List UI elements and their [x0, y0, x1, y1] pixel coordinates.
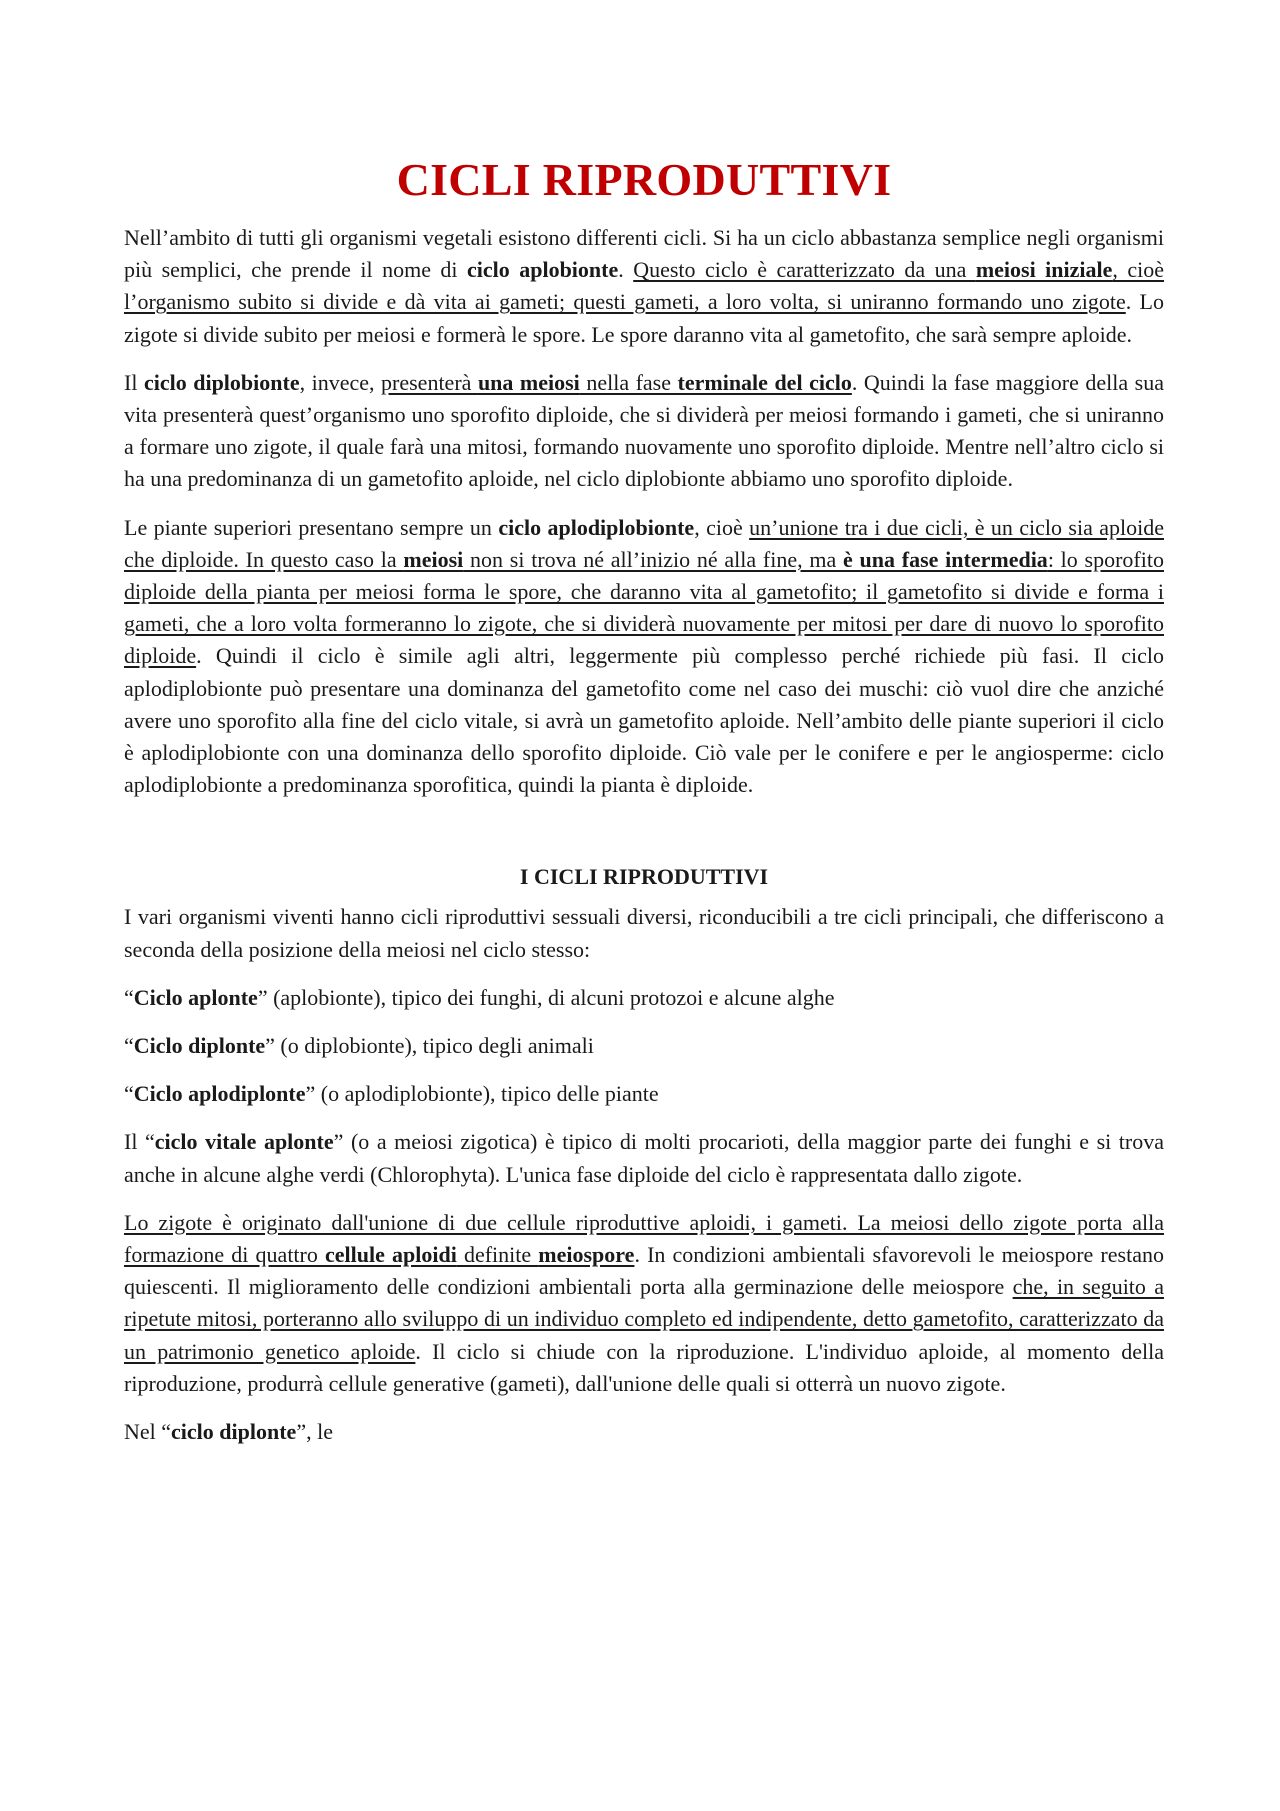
text-run: . Quindi il ciclo è simile agli altri, leggermente più complesso perché richiede più fasi. Il ciclo aplodiplobionte può presentare una dominanza del gametofito come nel caso dei muschi: ciò vuol dire che anziché avere uno sporofito alla fine del ciclo vitale, si avrà un gametofito aploide. Nell’ambito delle piante superiori il ciclo è aplodiplobionte con una dominanza dello sporofito diploide. Ciò vale per le conifere e per le angiosperme: ciclo aplodiplobionte a predominanza sporofitica, quindi la pianta è diploide. [124, 643, 1164, 798]
bold-text: meiospore [538, 1242, 635, 1268]
text-run: , invece, [299, 369, 382, 395]
underlined-text: nella fase [579, 369, 678, 395]
text-run: Il “ [124, 1129, 155, 1155]
bold-text: cellule aploidi [325, 1242, 457, 1268]
underlined-text: definite [456, 1242, 539, 1268]
text-run: ” (o aplodiplobionte), tipico delle piante [305, 1081, 659, 1107]
text-run: ” (aplobionte), tipico dei funghi, di alcuni protozoi e alcune alghe [257, 984, 835, 1010]
text-run: . Lo zigote si divide subito per meiosi e formerà le spore. Le spore daranno vita al gametofito, che sarà sempre aploide. [124, 289, 1164, 347]
underlined-text: Questo ciclo è caratterizzato da una [633, 257, 976, 283]
cycles-section [124, 901, 1164, 1448]
underlined-text: , cioè l’organismo subito si divide e dà vita ai gameti; questi gameti, a loro volta, si uniranno formando uno zigote [124, 257, 1164, 315]
bold-text: è una fase intermedia [843, 546, 1048, 572]
text-run: ”, le [296, 1419, 333, 1445]
paragraph [124, 367, 1164, 496]
bold-text: ciclo diplonte [171, 1419, 297, 1445]
text-run: “ [124, 1081, 134, 1107]
section-heading: I CICLI RIPRODUTTIVI [519, 864, 769, 890]
text-run: ” (o diplobionte), tipico degli animali [265, 1033, 594, 1059]
paragraph [124, 1030, 1164, 1062]
text-run: . [618, 257, 634, 283]
underlined-text: che, in seguito a ripetute mitosi, porteranno allo sviluppo di un individuo completo ed indipendente, detto gametofito, caratterizzato da un patrimonio genetico aploide [124, 1274, 1164, 1364]
bold-text: una meiosi [477, 369, 580, 395]
text-run: . In condizioni ambientali sfavorevoli le meiospore restano quiescenti. Il miglioramento delle condizioni ambientali porta alla germinazione delle meiospore [124, 1242, 1164, 1300]
document-title: CICLI RIPRODUTTIVI [396, 154, 892, 205]
paragraph [124, 1207, 1164, 1400]
text-run: “ [124, 1033, 134, 1059]
underlined-text: Lo zigote è originato dall'unione di due cellule riproduttive aploidi, i gameti. La meiosi dello zigote porta alla formazione di quattro [124, 1209, 1164, 1268]
bold-text: ciclo diplobionte [143, 369, 300, 395]
text-run: , cioè [694, 514, 750, 540]
bold-text: ciclo aplobionte [467, 257, 619, 283]
underlined-text: presenterà [381, 369, 478, 395]
bold-text: meiosi iniziale [975, 257, 1113, 283]
intro-section [124, 222, 1164, 801]
paragraph [124, 1416, 1164, 1448]
bold-text: Ciclo diplonte [133, 1033, 266, 1059]
bold-text: ciclo aplodiplobionte [498, 514, 695, 540]
text-run: ” (o a meiosi zigotica) è tipico di molti procarioti, della maggior parte dei funghi e si trova anche in alcune alghe verdi (Chlorophyta). L'unica fase diploide del ciclo è rappresentata dallo zigote. [124, 1129, 1164, 1187]
paragraph [124, 1078, 1164, 1110]
paragraph [124, 512, 1164, 802]
document-page [124, 152, 1164, 1464]
paragraph [124, 222, 1164, 351]
underlined-text: un’unione tra i due cicli, è un ciclo sia aploide che diploide. In questo caso la [124, 514, 1164, 572]
bold-text: ciclo vitale aplonte [154, 1129, 334, 1155]
underlined-text: : lo sporofito diploide della pianta per meiosi forma le spore, che daranno vita al gametofito; il gametofito si divide e forma i gameti, che a loro volta formeranno lo zigote, che si dividerà nuovamente per mitosi per dare di nuovo lo sporofito diploide [124, 546, 1164, 669]
text-run: Nell’ambito di tutti gli organismi vegetali esistono differenti cicli. Si ha un ciclo abbastanza semplice negli organismi più semplici, che prende il nome di [124, 225, 1164, 283]
bold-text: terminale del ciclo [677, 369, 852, 395]
text-run: . Quindi la fase maggiore della sua vita presenterà quest’organismo uno sporofito diploide, che si dividerà per meiosi formando i gameti, che si uniranno a formare uno zigote, il quale farà una mitosi, formando nuovamente uno sporofito diploide. Mentre nell’altro ciclo si ha una predominanza di un gametofito aploide, nel ciclo diplobionte abbiamo uno sporofito diploide. [124, 369, 1164, 492]
text-run: Il [124, 369, 144, 395]
bold-text: Ciclo aplodiplonte [133, 1081, 306, 1107]
paragraph [124, 901, 1164, 965]
paragraph [124, 982, 1164, 1014]
bold-text: meiosi [403, 546, 464, 572]
text-run: “ [124, 984, 134, 1010]
underlined-text: non si trova né all’inizio né alla fine, ma [463, 546, 844, 572]
bold-text: Ciclo aplonte [133, 984, 258, 1010]
text-run: Nel “ [124, 1419, 172, 1445]
text-run: Le piante superiori presentano sempre un [124, 514, 499, 540]
paragraph [124, 1126, 1164, 1190]
text-run: I vari organismi viventi hanno cicli riproduttivi sessuali diversi, riconducibili a tre cicli principali, che differiscono a seconda della posizione della meiosi nel ciclo stesso: [124, 904, 1164, 962]
text-run: . Il ciclo si chiude con la riproduzione. L'individuo aploide, al momento della riproduzione, produrrà cellule generative (gameti), dall'unione delle quali si otterrà un nuovo zigote. [124, 1338, 1165, 1396]
